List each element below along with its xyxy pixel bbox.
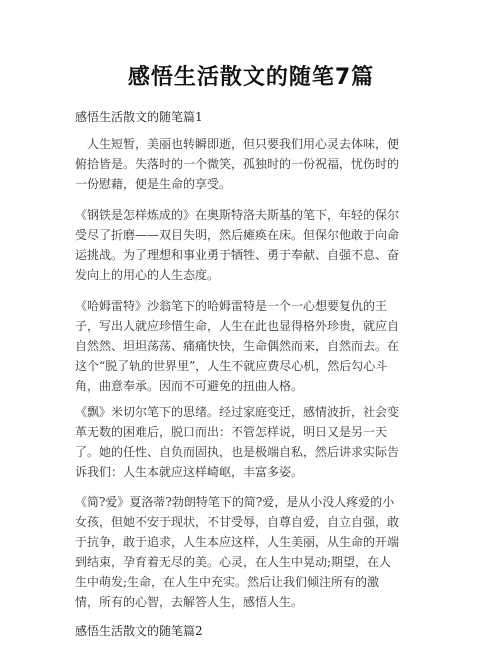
section-heading-2: 感悟生活散文的随笔篇2 (75, 624, 203, 638)
paragraph-line: 情，所有的心智，去解答人生，感悟人生。 (75, 595, 304, 609)
paragraph-line: 于抗争，敢于追求，人生本应这样，人生美丽，从生命的开端 (75, 535, 400, 549)
section-heading-1: 感悟生活散文的随笔篇1 (75, 110, 203, 124)
document-title: 感悟生活散文的随笔7篇 (127, 65, 375, 90)
paragraph-line: 人生短暂，美丽也转瞬即逝，但只要我们用心灵去体味，便 (87, 137, 400, 151)
paragraph-4 (75, 402, 431, 482)
paragraph-line: 《简?爱》夏洛蒂?勃朗特笔下的简?爱，是从小没人疼爱的小 (75, 495, 395, 509)
paragraph-line: 到结束，孕育着无尽的美。心灵，在人生中晃动;期望，在人 (75, 555, 392, 569)
paragraph-line: 女孩，但她不安于现状，不甘受辱，自尊自爱，自立自强，敢 (75, 515, 400, 529)
paragraph-line: 《飘》米切尔笔下的思绪。经过家庭变迁，感情波折，社会变 (75, 405, 400, 419)
paragraph-5 (75, 492, 431, 612)
paragraph-line: 这个“脱了轨的世界里”，人生不就应费尽心机，然后勾心斗 (75, 359, 388, 373)
paragraph-line: 革无数的困难后，脱口而出：不管怎样说，明日又是另一天 (75, 425, 388, 439)
paragraph-line: 诉我们：人生本就应这样崎岖，丰富多姿。 (75, 465, 304, 479)
paragraph-line: 角，曲意奉承。因而不可避免的扭曲人格。 (75, 379, 304, 393)
paragraph-line: 了。她的任性、自负而固执，也是极端自私，然后讲求实际告 (75, 445, 400, 459)
paragraph-line: 受尽了折磨——双目失明，然后瘫痪在床。但保尔他敢于向命 (75, 228, 400, 242)
paragraph-line: 《钢铁是怎样炼成的》在奥斯特洛夫斯基的笔下，年轻的保尔 (75, 208, 400, 222)
paragraph-line: 一份慰藉，便是生命的享受。 (75, 177, 232, 191)
paragraph-3 (75, 296, 431, 396)
paragraph-line: 发向上的用心的人生态度。 (75, 268, 220, 282)
paragraph-line: 《哈姆雷特》沙翁笔下的哈姆雷特是一个一心想要复仇的王 (75, 299, 388, 313)
paragraph-line: 子，写出人就应珍惜生命，人生在此也显得格外珍贵，就应自 (75, 319, 400, 333)
paragraph-2 (75, 205, 431, 285)
paragraph-1 (75, 134, 431, 194)
paragraph-line: 俯拾皆是。失落时的一个微笑，孤独时的一份祝福，忧伤时的 (75, 157, 400, 171)
paragraph-line: 运挑战。为了理想和事业勇于牺牲、勇于奉献、自强不息、奋 (75, 248, 400, 262)
paragraph-line: 生中萌发;生命，在人生中充实。然后让我们倾注所有的激 (75, 575, 380, 589)
paragraph-line: 自然然、坦坦荡荡、痛痛快快，生命偶然而来，自然而去。在 (75, 339, 400, 353)
